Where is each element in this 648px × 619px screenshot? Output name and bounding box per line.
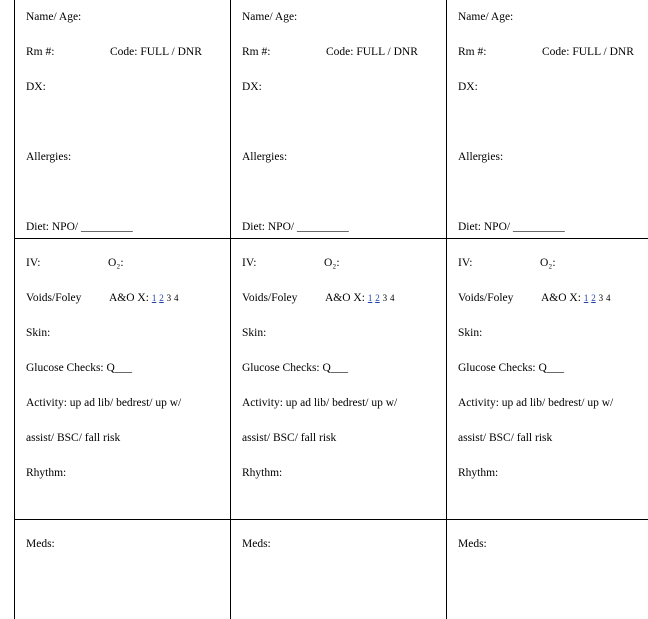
o2-label: O₂: [324,257,340,269]
rhythm-label: Rhythm: [26,467,67,479]
skin-label: Skin: [26,327,51,339]
iv-label: IV: [242,257,257,269]
diagnosis-label: DX: [26,81,46,93]
patient-column-1 [14,0,230,619]
iv-label: IV: [458,257,473,269]
ao-option-1: 1 [367,293,373,303]
ao-option-1: 1 [583,293,589,303]
patient-column-2 [230,0,446,619]
o2-label: O₂: [108,257,124,269]
diet-label: Diet: NPO/ _________ [26,221,133,233]
voids-foley-label: Voids/Foley [242,292,298,304]
name-age-label: Name/ Age: [26,11,82,23]
ao-orientation [541,291,610,305]
ao-option-2: 2 [159,293,164,303]
allergies-label: Allergies: [26,151,72,163]
code-status-label: Code: FULL / DNR [110,46,202,58]
voids-foley-label: Voids/Foley [458,292,514,304]
meds-label: Meds: [458,538,487,550]
ao-label: A&O X: [541,292,581,304]
ao-orientation [325,291,394,305]
ao-orientation [109,291,178,305]
code-status-label: Code: FULL / DNR [326,46,418,58]
diagnosis-label: DX: [458,81,478,93]
ao-option-2: 2 [591,293,596,303]
voids-foley-label: Voids/Foley [26,292,82,304]
ao-option-3: 3 [382,293,388,303]
glucose-label: Glucose Checks: Q___ [242,362,349,374]
glucose-label: Glucose Checks: Q___ [458,362,565,374]
rhythm-label: Rhythm: [242,467,283,479]
ao-label: A&O X: [109,292,149,304]
patient-column-3 [446,0,648,619]
ao-option-3: 3 [166,293,172,303]
iv-label: IV: [26,257,41,269]
diet-label: Diet: NPO/ _________ [458,221,565,233]
ao-option-4: 4 [389,293,395,303]
activity-label: Activity: up ad lib/ bedrest/ up w/ [458,397,614,409]
name-age-label: Name/ Age: [458,11,514,23]
meds-label: Meds: [26,538,55,550]
meds-label: Meds: [242,538,271,550]
o2-label: O₂: [540,257,556,269]
ao-label: A&O X: [325,292,365,304]
activity-label: Activity: up ad lib/ bedrest/ up w/ [26,397,182,409]
code-status-label: Code: FULL / DNR [542,46,634,58]
room-label: Rm #: [26,46,55,58]
ao-option-4: 4 [173,293,179,303]
activity-label-cont: assist/ BSC/ fall risk [242,432,337,444]
glucose-label: Glucose Checks: Q___ [26,362,133,374]
activity-label-cont: assist/ BSC/ fall risk [26,432,121,444]
allergies-label: Allergies: [242,151,288,163]
activity-label-cont: assist/ BSC/ fall risk [458,432,553,444]
diet-label: Diet: NPO/ _________ [242,221,349,233]
room-label: Rm #: [242,46,271,58]
skin-label: Skin: [242,327,267,339]
skin-label: Skin: [458,327,483,339]
ao-option-1: 1 [151,293,157,303]
rhythm-label: Rhythm: [458,467,499,479]
ao-option-3: 3 [598,293,604,303]
room-label: Rm #: [458,46,487,58]
ao-option-4: 4 [605,293,611,303]
activity-label: Activity: up ad lib/ bedrest/ up w/ [242,397,398,409]
ao-option-2: 2 [375,293,380,303]
allergies-label: Allergies: [458,151,504,163]
diagnosis-label: DX: [242,81,262,93]
patient-report-sheet [14,0,648,619]
name-age-label: Name/ Age: [242,11,298,23]
